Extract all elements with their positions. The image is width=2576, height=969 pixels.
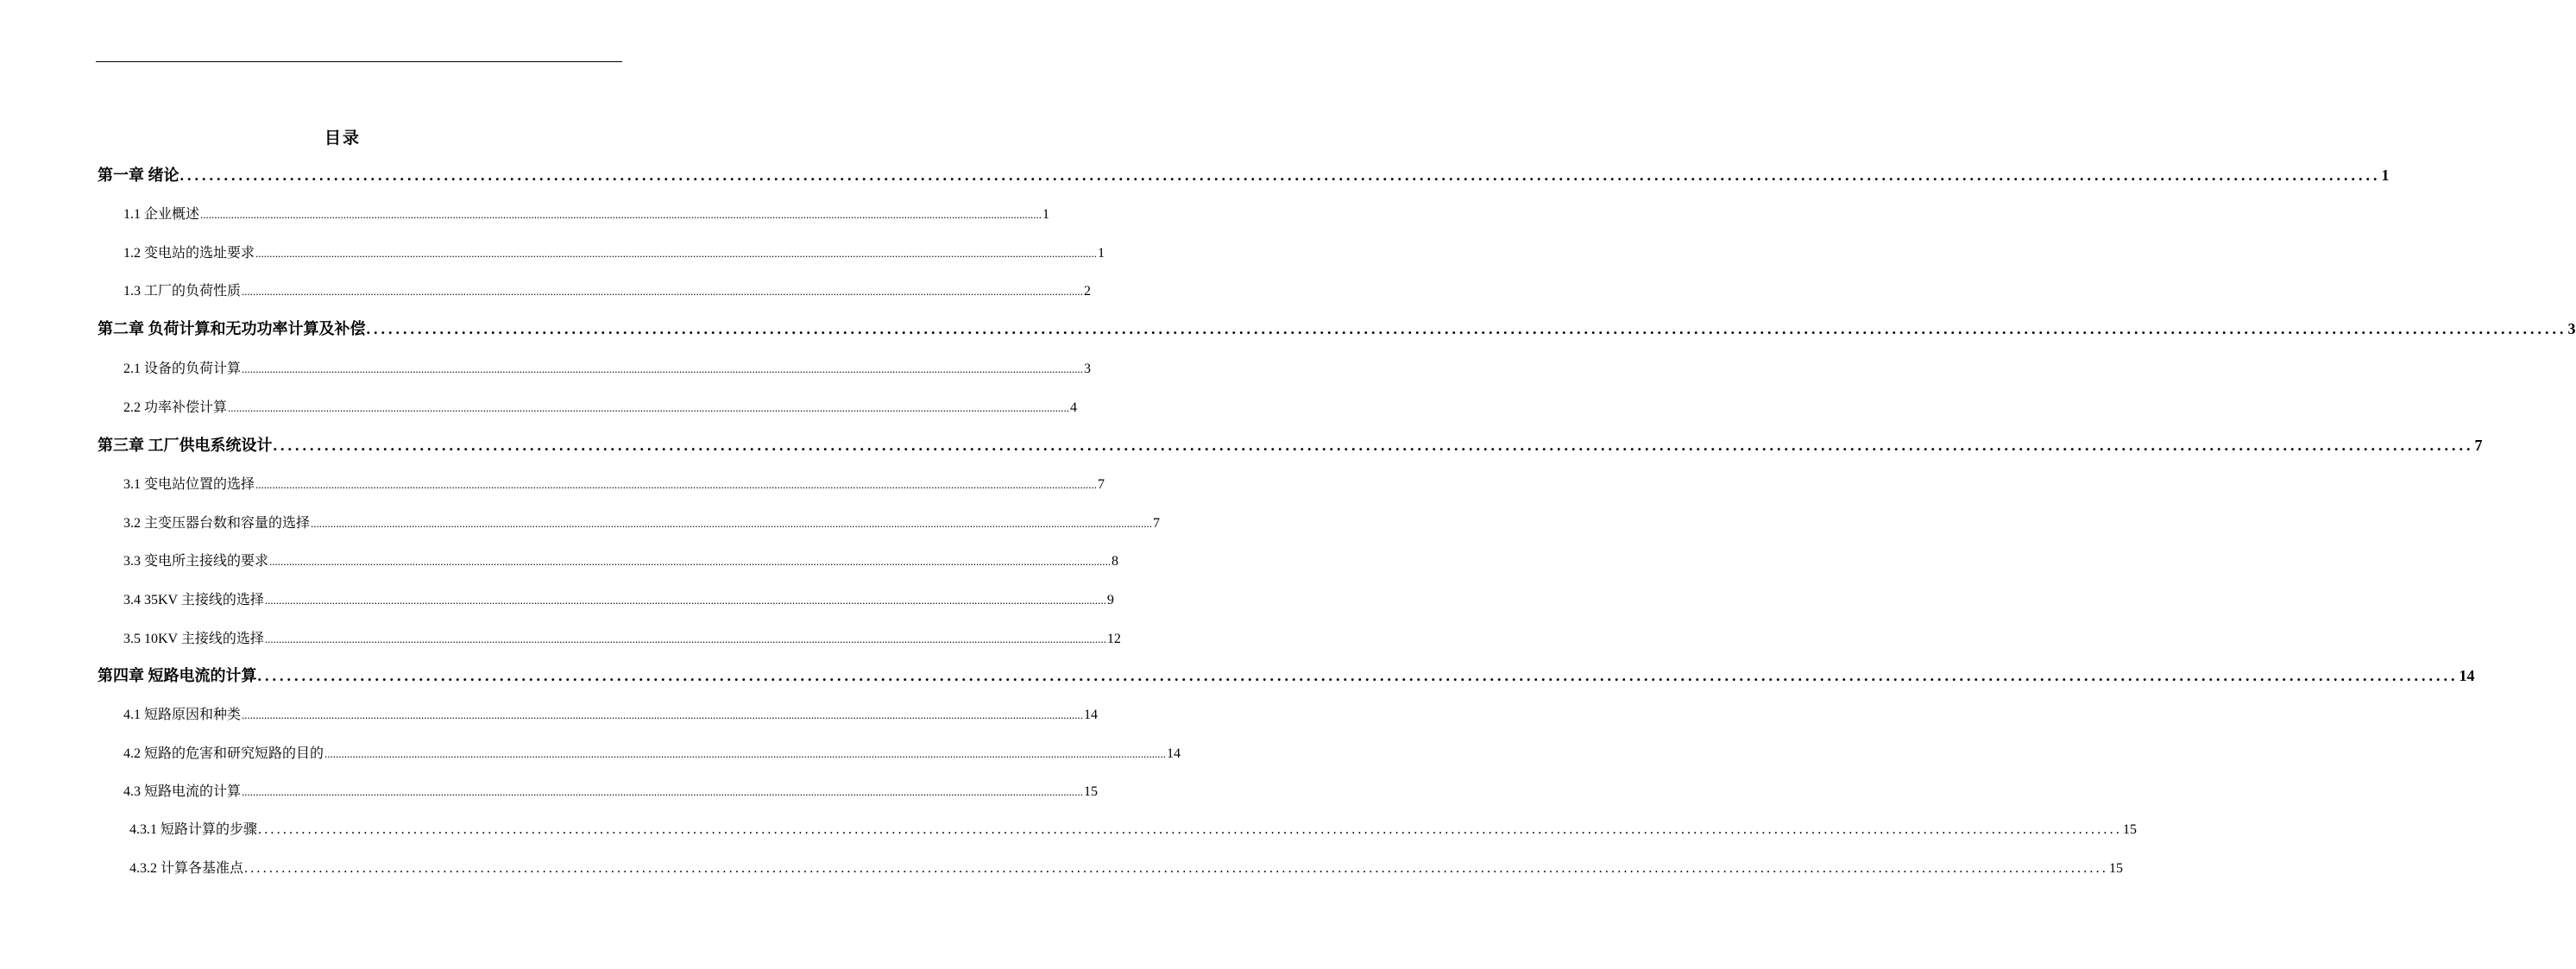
toc-entry-page: 15 (2123, 822, 2138, 837)
toc-entry[interactable] (123, 550, 1119, 569)
toc-entry-page: 7 (1098, 477, 1105, 492)
toc-entry-page: 8 (1112, 554, 1119, 569)
dot-leader: ............................................................................................................................................................................................................................................................................................................ (255, 478, 1098, 491)
toc-entry[interactable] (123, 742, 1181, 762)
page-title: 目录 (324, 129, 361, 148)
toc-entry-page: 3 (2567, 320, 2576, 337)
dot-leader: ............................................................................................................................................................................................................................................................................................................ (269, 555, 1112, 568)
toc-entry[interactable] (129, 857, 2124, 877)
dot-leader: ............................................................................................................................................................................................................................................................................................................ (242, 785, 1084, 798)
toc-entry[interactable] (123, 627, 1121, 647)
dot-leader: ............................................................................................................................................................................................................................................................................................................ (258, 822, 2123, 837)
toc-entry[interactable] (123, 280, 1092, 299)
toc-entry-text: 2.2 功率补偿计算 (123, 400, 228, 415)
toc-entry-text: 3.5 10KV 主接线的选择 (123, 632, 264, 646)
toc-entry-page: 14 (1084, 708, 1099, 722)
toc-entry[interactable] (98, 433, 2483, 456)
dot-leader: ............................................................................................................................................................................................................................................................................................................ (242, 285, 1084, 298)
toc-entry[interactable] (98, 664, 2475, 686)
dot-leader: ............................................................................................................................................................................................................................................................................................................ (324, 747, 1167, 760)
toc-entry-text: 第四章 短路电流的计算 (98, 667, 257, 684)
dot-leader: ............................................................................................................................................................................................................................................................................................................ (255, 247, 1098, 260)
toc-entry-text: 2.1 设备的负荷计算 (123, 362, 242, 376)
toc-entry-page: 15 (2109, 861, 2124, 876)
toc-entry-text: 3.4 35KV 主接线的选择 (123, 593, 264, 607)
toc-entry[interactable] (123, 203, 1050, 223)
toc-entry-text: 第一章 绪论 (98, 167, 180, 184)
toc-entry-text: 4.1 短路原因和种类 (123, 708, 242, 722)
toc-entry-text: 第三章 工厂供电系统设计 (98, 437, 273, 454)
toc-entry-page: 9 (1106, 593, 1114, 607)
toc-entry-text: 3.2 主变压器台数和容量的选择 (123, 516, 311, 531)
header-rule (96, 61, 622, 62)
dot-leader: ............................................................................................................................................................................................................................................................................................................ (273, 437, 2474, 454)
toc-entry[interactable] (98, 163, 2390, 186)
dot-leader: ............................................................................................................................................................................................................................................................................................................ (257, 667, 2459, 684)
toc-entry-page: 7 (2474, 437, 2483, 454)
toc-entry[interactable] (123, 242, 1105, 261)
dot-leader: ............................................................................................................................................................................................................................................................................................................ (242, 708, 1084, 721)
toc-entry-page: 14 (2459, 667, 2475, 684)
dot-leader: ............................................................................................................................................................................................................................................................................................................ (228, 401, 1070, 414)
toc-entry-text: 第二章 负荷计算和无功功率计算及补偿 (98, 320, 366, 337)
toc-entry-page: 2 (1084, 284, 1092, 299)
toc-entry-page: 7 (1153, 516, 1161, 531)
toc-entry-text: 1.1 企业概述 (123, 207, 200, 222)
toc-entry[interactable] (123, 588, 1114, 608)
toc-entry-text: 4.3 短路电流的计算 (123, 784, 242, 799)
toc-entry-text: 4.2 短路的危害和研究短路的目的 (123, 746, 324, 761)
toc-entry-page: 4 (1070, 400, 1078, 415)
dot-leader: ............................................................................................................................................................................................................................................................................................................ (180, 167, 2381, 184)
toc-entry-page: 12 (1106, 632, 1121, 646)
toc-entry[interactable] (123, 396, 1078, 416)
toc-entry-text: 4.3.1 短路计算的步骤 (129, 822, 258, 837)
dot-leader: ............................................................................................................................................................................................................................................................................................................ (264, 594, 1106, 607)
dot-leader: ............................................................................................................................................................................................................................................................................................................ (366, 320, 2567, 337)
toc-entry-text: 1.2 变电站的选址要求 (123, 246, 255, 261)
toc-entry-page: 1 (1098, 246, 1105, 261)
toc-entry-text: 3.3 变电所主接线的要求 (123, 554, 269, 569)
toc-entry[interactable] (123, 703, 1099, 723)
toc-entry-page: 1 (1042, 207, 1050, 222)
toc-entry-page: 15 (1084, 784, 1099, 799)
toc-entry-page: 3 (1084, 362, 1092, 376)
toc-entry[interactable] (129, 818, 2138, 838)
toc-entry-page: 14 (1167, 746, 1181, 761)
toc-entry[interactable] (123, 512, 1161, 532)
dot-leader: ............................................................................................................................................................................................................................................................................................................ (264, 632, 1106, 645)
toc-entry[interactable] (98, 317, 2576, 339)
toc-entry-text: 1.3 工厂的负荷性质 (123, 284, 242, 299)
toc-entry[interactable] (123, 357, 1092, 377)
dot-leader: ............................................................................................................................................................................................................................................................................................................ (244, 861, 2109, 876)
dot-leader: ............................................................................................................................................................................................................................................................................................................ (311, 517, 1153, 530)
dot-leader: ............................................................................................................................................................................................................................................................................................................ (242, 362, 1084, 375)
toc-entry-page: 1 (2381, 167, 2390, 184)
toc-entry-text: 3.1 变电站位置的选择 (123, 477, 255, 492)
toc-entry[interactable] (123, 473, 1105, 493)
toc-entry-text: 4.3.2 计算各基准点 (129, 861, 244, 876)
dot-leader: ............................................................................................................................................................................................................................................................................................................ (200, 208, 1042, 221)
toc-entry[interactable] (123, 780, 1099, 800)
